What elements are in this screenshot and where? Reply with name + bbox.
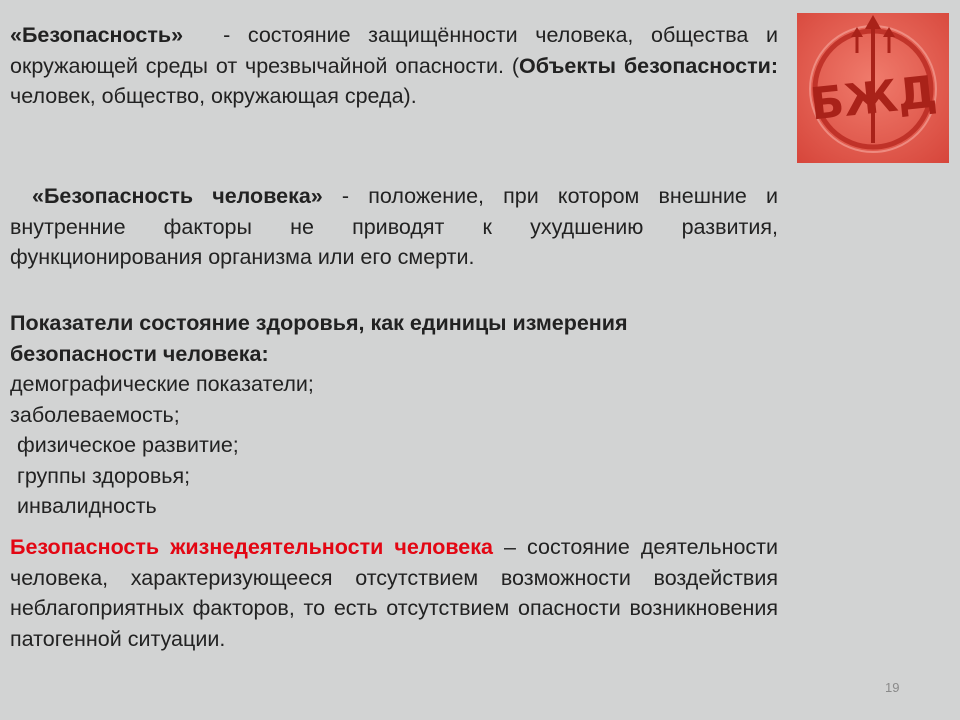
list-item: инвалидность [17,494,157,518]
dash: - [223,23,231,47]
term-human-safety: «Безопасность человека» [32,184,323,208]
logo-text: БЖД [807,66,940,131]
list-item: демографические показатели; [10,372,314,396]
objects-open-paren: ( [511,53,520,78]
definition-human-safety-text: - положение, при котором внешние и внутренние факторы не приводят к ухудшению развития, функционирования организма или его смерти. [10,184,778,269]
objects-label: Объекты безопасности: [519,53,778,78]
definition-life-safety [10,532,778,654]
term-safety: «Безопасность» [10,23,184,47]
term-life-safety: Безопасность жизнедеятельности человека [10,535,493,559]
list-item: заболеваемость; [10,402,180,427]
page-number: 19 [885,680,900,695]
list-item: группы здоровья; [17,463,191,488]
definition-life-safety-text: – состояние деятельности человека, характеризующееся отсутствием возможности воздействия неблагоприятных факторов, то есть отсутствием опасности возникновения патогенной ситуации. [10,535,779,651]
definition-human-safety [10,181,778,273]
health-indicators-heading: Показатели состояние здоровья, как единицы измерения безопасности человека: [10,311,628,366]
definition-safety [10,20,778,112]
definition-safety-text: состояние защищённости человека, общества и окружающей среды от чрезвычайной опасности. [10,23,778,78]
health-indicators [10,308,778,522]
bzhd-logo [797,13,949,163]
objects-text: человек, общество, окружающая среда). [10,84,417,108]
list-item: физическое развитие; [17,433,239,457]
